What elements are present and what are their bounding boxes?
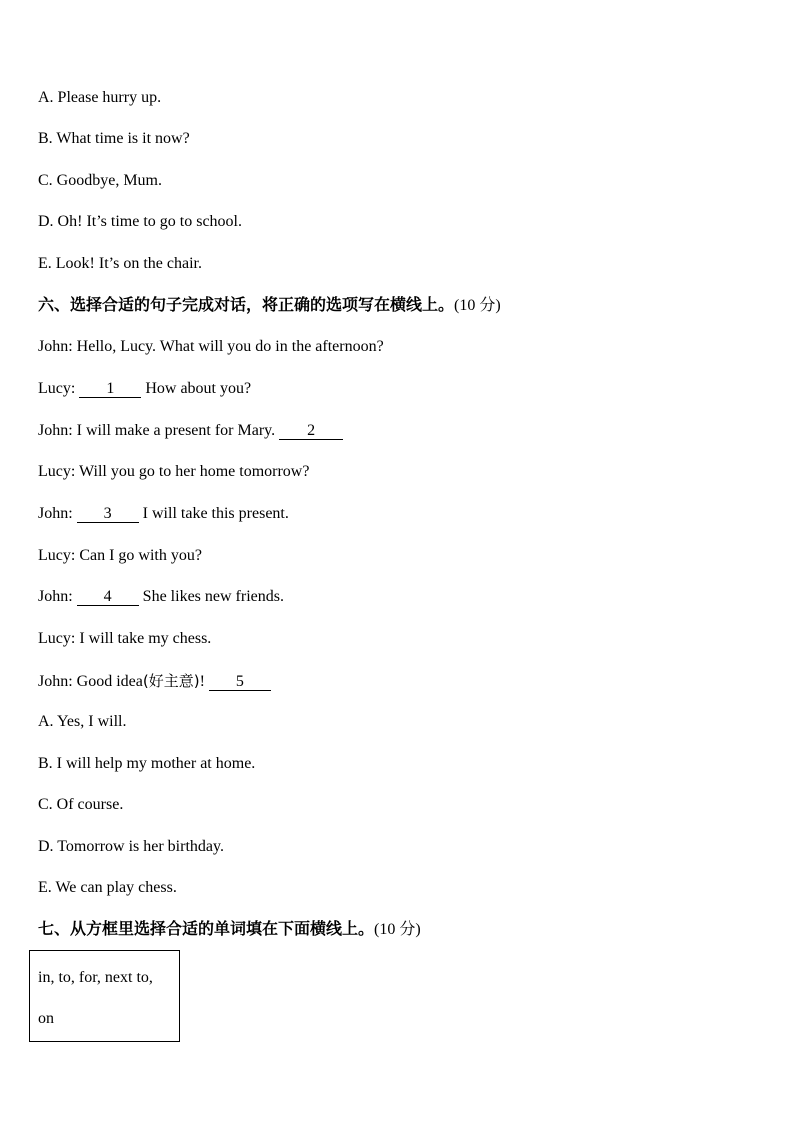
dialogue-line-3 (38, 421, 347, 441)
section6-heading (38, 295, 501, 316)
option-e: E. We can play chess. (38, 879, 177, 896)
option-b: B. I will help my mother at home. (38, 755, 256, 772)
dialogue-line-5 (38, 504, 289, 524)
dialogue-line-7 (38, 587, 284, 607)
dialogue-line-4 (38, 462, 309, 482)
dialogue-text: John: (38, 588, 73, 605)
section7-heading (38, 919, 421, 940)
dialogue-text: How about you? (145, 380, 252, 397)
exclamation: ! (199, 673, 205, 690)
section7-title: 七、从方框里选择合适的单词填在下面横线上。 (38, 919, 375, 938)
chinese-note: (好主意) (142, 672, 200, 690)
dialogue-line-6 (38, 546, 202, 566)
answer-blank-3[interactable]: 3 (77, 505, 139, 523)
word-box (29, 950, 180, 1042)
dialogue-text: She likes new friends. (142, 588, 284, 605)
answer-blank-1[interactable]: 1 (79, 380, 141, 398)
section6-title: 六、选择合适的句子完成对话，将正确的选项写在横线上。 (38, 295, 455, 314)
word-box-line-1: in, to, for, next to, (38, 969, 153, 986)
dialogue-text: John: (38, 505, 73, 522)
answer-blank-4[interactable]: 4 (77, 588, 139, 606)
prev-option-b: B. What time is it now? (38, 130, 190, 147)
section6-score: (10 分) (454, 297, 501, 314)
dialogue-text: John: I will make a present for Mary. (38, 422, 276, 439)
option-d: D. Tomorrow is her birthday. (38, 838, 224, 855)
prev-option-c: C. Goodbye, Mum. (38, 172, 162, 189)
answer-blank-2[interactable]: 2 (279, 422, 343, 440)
prev-option-a: A. Please hurry up. (38, 89, 162, 106)
dialogue-line-2 (38, 379, 251, 399)
option-a: A. Yes, I will. (38, 713, 127, 730)
dialogue-text: I will take this present. (142, 505, 289, 522)
dialogue-text: John: Hello, Lucy. What will you do in the afternoon? (38, 338, 384, 355)
dialogue-line-9 (38, 671, 275, 692)
dialogue-text: Lucy: (38, 380, 76, 397)
dialogue-line-8 (38, 629, 211, 649)
answer-blank-5[interactable]: 5 (209, 673, 271, 691)
dialogue-text: Lucy: Will you go to her home tomorrow? (38, 463, 310, 480)
prev-option-e: E. Look! It’s on the chair. (38, 255, 202, 272)
option-c: C. Of course. (38, 796, 124, 813)
dialogue-text: John: Good idea (38, 673, 143, 690)
dialogue-line-1 (38, 337, 384, 357)
dialogue-text: Lucy: Can I go with you? (38, 547, 202, 564)
word-box-line-2: on (38, 1010, 54, 1027)
section7-score: (10 分) (374, 921, 421, 938)
dialogue-text: Lucy: I will take my chess. (38, 630, 212, 647)
prev-option-d: D. Oh! It’s time to go to school. (38, 213, 242, 230)
